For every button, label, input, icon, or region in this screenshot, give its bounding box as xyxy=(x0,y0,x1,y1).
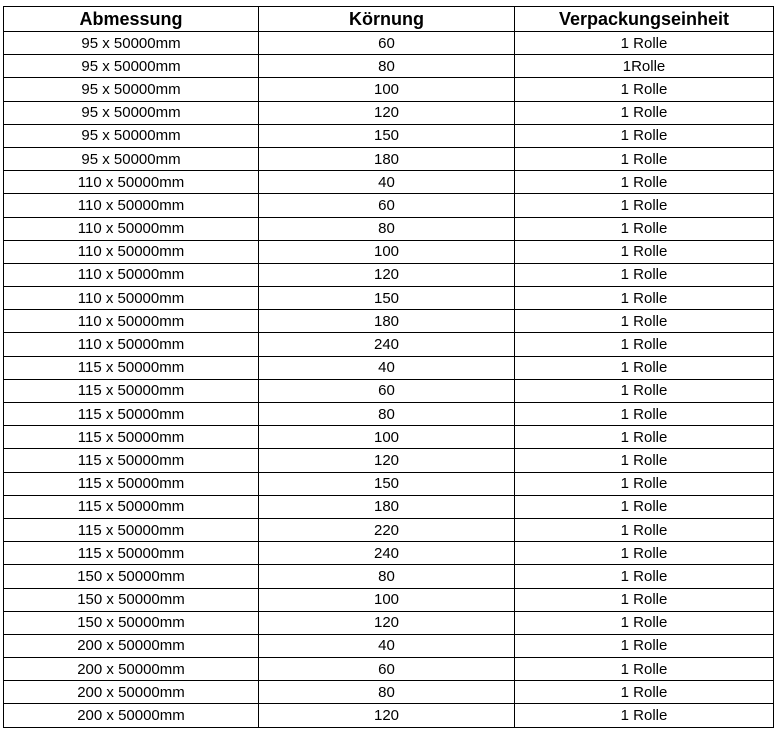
cell-verpackungseinheit: 1 Rolle xyxy=(515,658,774,681)
table-row xyxy=(4,518,774,541)
cell-koernung: 150 xyxy=(259,472,515,495)
table-row xyxy=(4,124,774,147)
cell-verpackungseinheit: 1 Rolle xyxy=(515,240,774,263)
cell-abmessung: 110 x 50000mm xyxy=(4,333,259,356)
product-table xyxy=(3,6,774,728)
cell-verpackungseinheit: 1 Rolle xyxy=(515,379,774,402)
cell-koernung: 80 xyxy=(259,403,515,426)
table-row xyxy=(4,356,774,379)
cell-abmessung: 95 x 50000mm xyxy=(4,124,259,147)
cell-koernung: 100 xyxy=(259,240,515,263)
cell-abmessung: 110 x 50000mm xyxy=(4,310,259,333)
cell-abmessung: 110 x 50000mm xyxy=(4,171,259,194)
table-row xyxy=(4,611,774,634)
table-row xyxy=(4,379,774,402)
cell-koernung: 60 xyxy=(259,194,515,217)
cell-koernung: 180 xyxy=(259,495,515,518)
cell-koernung: 120 xyxy=(259,611,515,634)
cell-verpackungseinheit: 1 Rolle xyxy=(515,147,774,170)
cell-abmessung: 150 x 50000mm xyxy=(4,588,259,611)
cell-koernung: 220 xyxy=(259,518,515,541)
cell-koernung: 40 xyxy=(259,171,515,194)
cell-abmessung: 115 x 50000mm xyxy=(4,356,259,379)
cell-verpackungseinheit: 1 Rolle xyxy=(515,449,774,472)
cell-verpackungseinheit: 1 Rolle xyxy=(515,403,774,426)
cell-verpackungseinheit: 1 Rolle xyxy=(515,217,774,240)
cell-verpackungseinheit: 1 Rolle xyxy=(515,634,774,657)
table-row xyxy=(4,310,774,333)
table-row xyxy=(4,472,774,495)
table-row xyxy=(4,263,774,286)
cell-abmessung: 115 x 50000mm xyxy=(4,449,259,472)
cell-abmessung: 95 x 50000mm xyxy=(4,55,259,78)
header-verpackungseinheit: Verpackungseinheit xyxy=(515,7,774,32)
table-row xyxy=(4,403,774,426)
cell-abmessung: 110 x 50000mm xyxy=(4,194,259,217)
cell-verpackungseinheit: 1 Rolle xyxy=(515,263,774,286)
table-row xyxy=(4,217,774,240)
cell-abmessung: 200 x 50000mm xyxy=(4,658,259,681)
cell-koernung: 60 xyxy=(259,32,515,55)
cell-koernung: 180 xyxy=(259,310,515,333)
cell-verpackungseinheit: 1 Rolle xyxy=(515,518,774,541)
cell-abmessung: 115 x 50000mm xyxy=(4,495,259,518)
cell-abmessung: 200 x 50000mm xyxy=(4,634,259,657)
cell-koernung: 100 xyxy=(259,78,515,101)
cell-koernung: 60 xyxy=(259,379,515,402)
cell-abmessung: 115 x 50000mm xyxy=(4,379,259,402)
cell-verpackungseinheit: 1 Rolle xyxy=(515,681,774,704)
cell-abmessung: 115 x 50000mm xyxy=(4,542,259,565)
cell-verpackungseinheit: 1 Rolle xyxy=(515,101,774,124)
cell-verpackungseinheit: 1 Rolle xyxy=(515,287,774,310)
cell-koernung: 80 xyxy=(259,217,515,240)
table-row xyxy=(4,240,774,263)
cell-abmessung: 95 x 50000mm xyxy=(4,78,259,101)
header-koernung: Körnung xyxy=(259,7,515,32)
cell-verpackungseinheit: 1 Rolle xyxy=(515,32,774,55)
cell-koernung: 120 xyxy=(259,704,515,727)
cell-koernung: 240 xyxy=(259,333,515,356)
table-row xyxy=(4,171,774,194)
cell-verpackungseinheit: 1 Rolle xyxy=(515,495,774,518)
cell-koernung: 60 xyxy=(259,658,515,681)
cell-koernung: 150 xyxy=(259,287,515,310)
table-row xyxy=(4,542,774,565)
cell-abmessung: 115 x 50000mm xyxy=(4,472,259,495)
cell-abmessung: 115 x 50000mm xyxy=(4,403,259,426)
table-row xyxy=(4,588,774,611)
cell-verpackungseinheit: 1 Rolle xyxy=(515,333,774,356)
table-row xyxy=(4,449,774,472)
table-row xyxy=(4,634,774,657)
cell-abmessung: 115 x 50000mm xyxy=(4,426,259,449)
cell-abmessung: 110 x 50000mm xyxy=(4,263,259,286)
cell-abmessung: 110 x 50000mm xyxy=(4,287,259,310)
cell-koernung: 40 xyxy=(259,634,515,657)
cell-verpackungseinheit: 1 Rolle xyxy=(515,124,774,147)
cell-abmessung: 150 x 50000mm xyxy=(4,565,259,588)
table-row xyxy=(4,147,774,170)
table-row xyxy=(4,55,774,78)
cell-koernung: 100 xyxy=(259,588,515,611)
table-row xyxy=(4,495,774,518)
cell-koernung: 120 xyxy=(259,263,515,286)
cell-koernung: 150 xyxy=(259,124,515,147)
cell-abmessung: 95 x 50000mm xyxy=(4,147,259,170)
cell-abmessung: 200 x 50000mm xyxy=(4,681,259,704)
cell-abmessung: 115 x 50000mm xyxy=(4,518,259,541)
cell-verpackungseinheit: 1 Rolle xyxy=(515,310,774,333)
table-row xyxy=(4,565,774,588)
cell-verpackungseinheit: 1 Rolle xyxy=(515,611,774,634)
cell-verpackungseinheit: 1 Rolle xyxy=(515,588,774,611)
table-row xyxy=(4,426,774,449)
cell-abmessung: 200 x 50000mm xyxy=(4,704,259,727)
cell-verpackungseinheit: 1 Rolle xyxy=(515,704,774,727)
table-row xyxy=(4,194,774,217)
cell-koernung: 80 xyxy=(259,55,515,78)
cell-verpackungseinheit: 1Rolle xyxy=(515,55,774,78)
cell-koernung: 120 xyxy=(259,449,515,472)
cell-koernung: 40 xyxy=(259,356,515,379)
table-row xyxy=(4,704,774,727)
cell-verpackungseinheit: 1 Rolle xyxy=(515,472,774,495)
cell-abmessung: 150 x 50000mm xyxy=(4,611,259,634)
table-header-row xyxy=(4,7,774,32)
cell-abmessung: 95 x 50000mm xyxy=(4,101,259,124)
table-row xyxy=(4,78,774,101)
cell-abmessung: 110 x 50000mm xyxy=(4,240,259,263)
cell-verpackungseinheit: 1 Rolle xyxy=(515,426,774,449)
header-abmessung: Abmessung xyxy=(4,7,259,32)
cell-verpackungseinheit: 1 Rolle xyxy=(515,542,774,565)
cell-verpackungseinheit: 1 Rolle xyxy=(515,171,774,194)
cell-abmessung: 95 x 50000mm xyxy=(4,32,259,55)
table-row xyxy=(4,32,774,55)
table-row xyxy=(4,658,774,681)
cell-verpackungseinheit: 1 Rolle xyxy=(515,78,774,101)
cell-koernung: 120 xyxy=(259,101,515,124)
table-row xyxy=(4,681,774,704)
cell-koernung: 180 xyxy=(259,147,515,170)
cell-koernung: 100 xyxy=(259,426,515,449)
table-row xyxy=(4,333,774,356)
cell-abmessung: 110 x 50000mm xyxy=(4,217,259,240)
cell-koernung: 80 xyxy=(259,565,515,588)
cell-verpackungseinheit: 1 Rolle xyxy=(515,356,774,379)
cell-koernung: 80 xyxy=(259,681,515,704)
cell-verpackungseinheit: 1 Rolle xyxy=(515,565,774,588)
cell-verpackungseinheit: 1 Rolle xyxy=(515,194,774,217)
table-body xyxy=(4,32,774,728)
cell-koernung: 240 xyxy=(259,542,515,565)
table-row xyxy=(4,287,774,310)
table-row xyxy=(4,101,774,124)
